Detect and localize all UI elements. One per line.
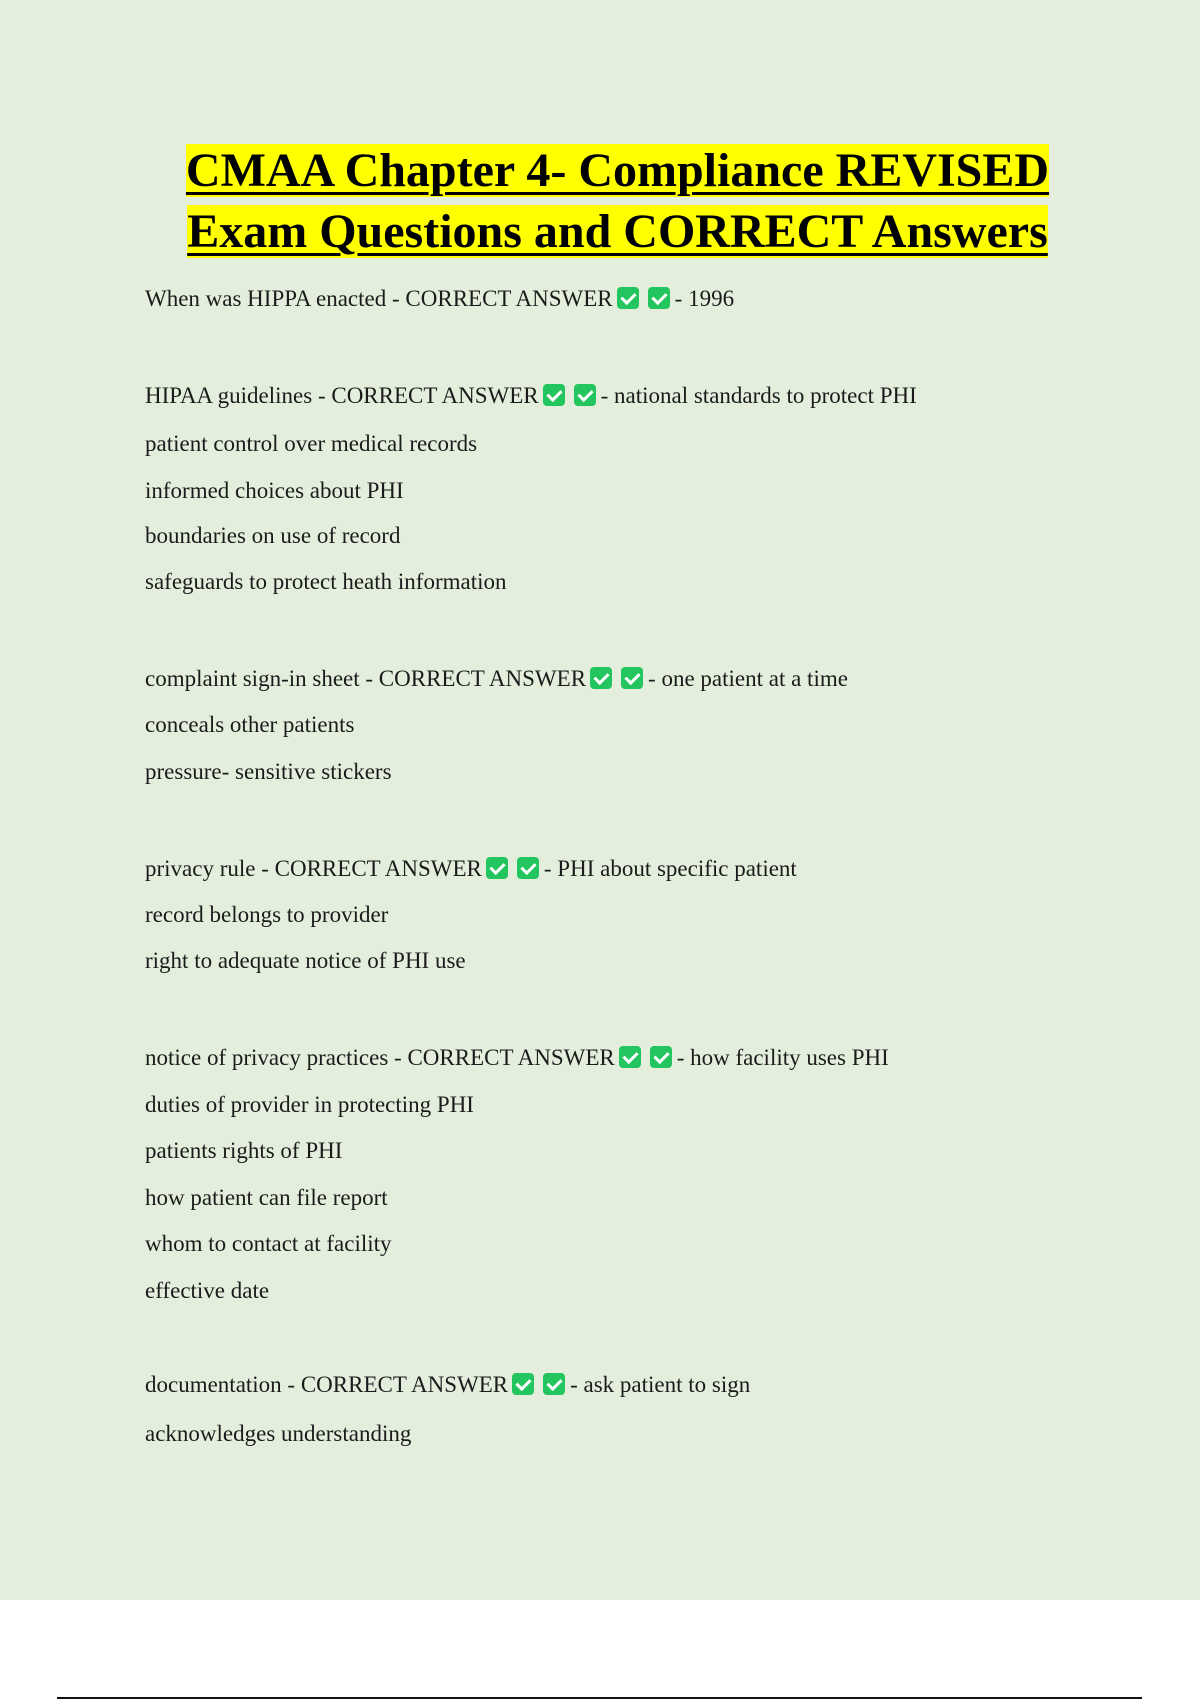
qa-answer: - 1996 [674, 286, 735, 311]
check-box-icon [543, 384, 565, 406]
check-box-icon [650, 1046, 672, 1068]
qa-term: documentation - CORRECT ANSWER [145, 1372, 509, 1397]
qa-detail-line: acknowledges understanding [145, 1421, 412, 1446]
qa-term: complaint sign-in sheet - CORRECT ANSWER [145, 666, 587, 691]
check-box-icon [512, 1373, 534, 1395]
qa-detail-line: right to adequate notice of PHI use [145, 948, 466, 973]
qa-term: privacy rule - CORRECT ANSWER [145, 856, 482, 881]
title-line-1: CMAA Chapter 4- Compliance REVISED [185, 144, 1050, 197]
qa-detail-line: boundaries on use of record [145, 523, 401, 548]
qa-detail-line: patients rights of PHI [145, 1138, 343, 1163]
check-box-icon [574, 384, 596, 406]
check-box-icon [517, 857, 539, 879]
qa-answer: - national standards to protect PHI [600, 383, 917, 408]
qa-question-line [145, 381, 917, 411]
qa-detail-line: conceals other patients [145, 712, 355, 737]
qa-term: When was HIPPA enacted - CORRECT ANSWER [145, 286, 613, 311]
qa-question-line [145, 1370, 750, 1400]
qa-detail-line: duties of provider in protecting PHI [145, 1092, 474, 1117]
qa-answer: - how facility uses PHI [676, 1045, 889, 1070]
qa-detail-line: record belongs to provider [145, 902, 389, 927]
check-box-icon [590, 667, 612, 689]
qa-answer: - PHI about specific patient [543, 856, 797, 881]
check-box-icon [621, 667, 643, 689]
title-line-2: Exam Questions and CORRECT Answers [187, 205, 1048, 258]
qa-detail-line: patient control over medical records [145, 431, 478, 456]
qa-question-line [145, 1043, 889, 1073]
qa-answer: - ask patient to sign [570, 1372, 751, 1397]
footer-divider [57, 1697, 1142, 1699]
document-title [0, 140, 1200, 262]
qa-detail-line: whom to contact at facility [145, 1231, 392, 1256]
qa-detail-line: how patient can file report [145, 1185, 388, 1210]
qa-term: HIPAA guidelines - CORRECT ANSWER [145, 383, 539, 408]
qa-detail-line: safeguards to protect heath information [145, 569, 507, 594]
qa-question-line [145, 284, 734, 314]
qa-answer: - one patient at a time [648, 666, 848, 691]
check-box-icon [617, 287, 639, 309]
qa-detail-line: effective date [145, 1278, 270, 1303]
qa-question-line [145, 664, 848, 694]
check-box-icon [543, 1373, 565, 1395]
check-box-icon [486, 857, 508, 879]
qa-question-line [145, 854, 797, 884]
check-box-icon [648, 287, 670, 309]
qa-detail-line: informed choices about PHI [145, 478, 404, 503]
qa-term: notice of privacy practices - CORRECT ANSWER [145, 1045, 615, 1070]
check-box-icon [619, 1046, 641, 1068]
qa-detail-line: pressure- sensitive stickers [145, 759, 392, 784]
